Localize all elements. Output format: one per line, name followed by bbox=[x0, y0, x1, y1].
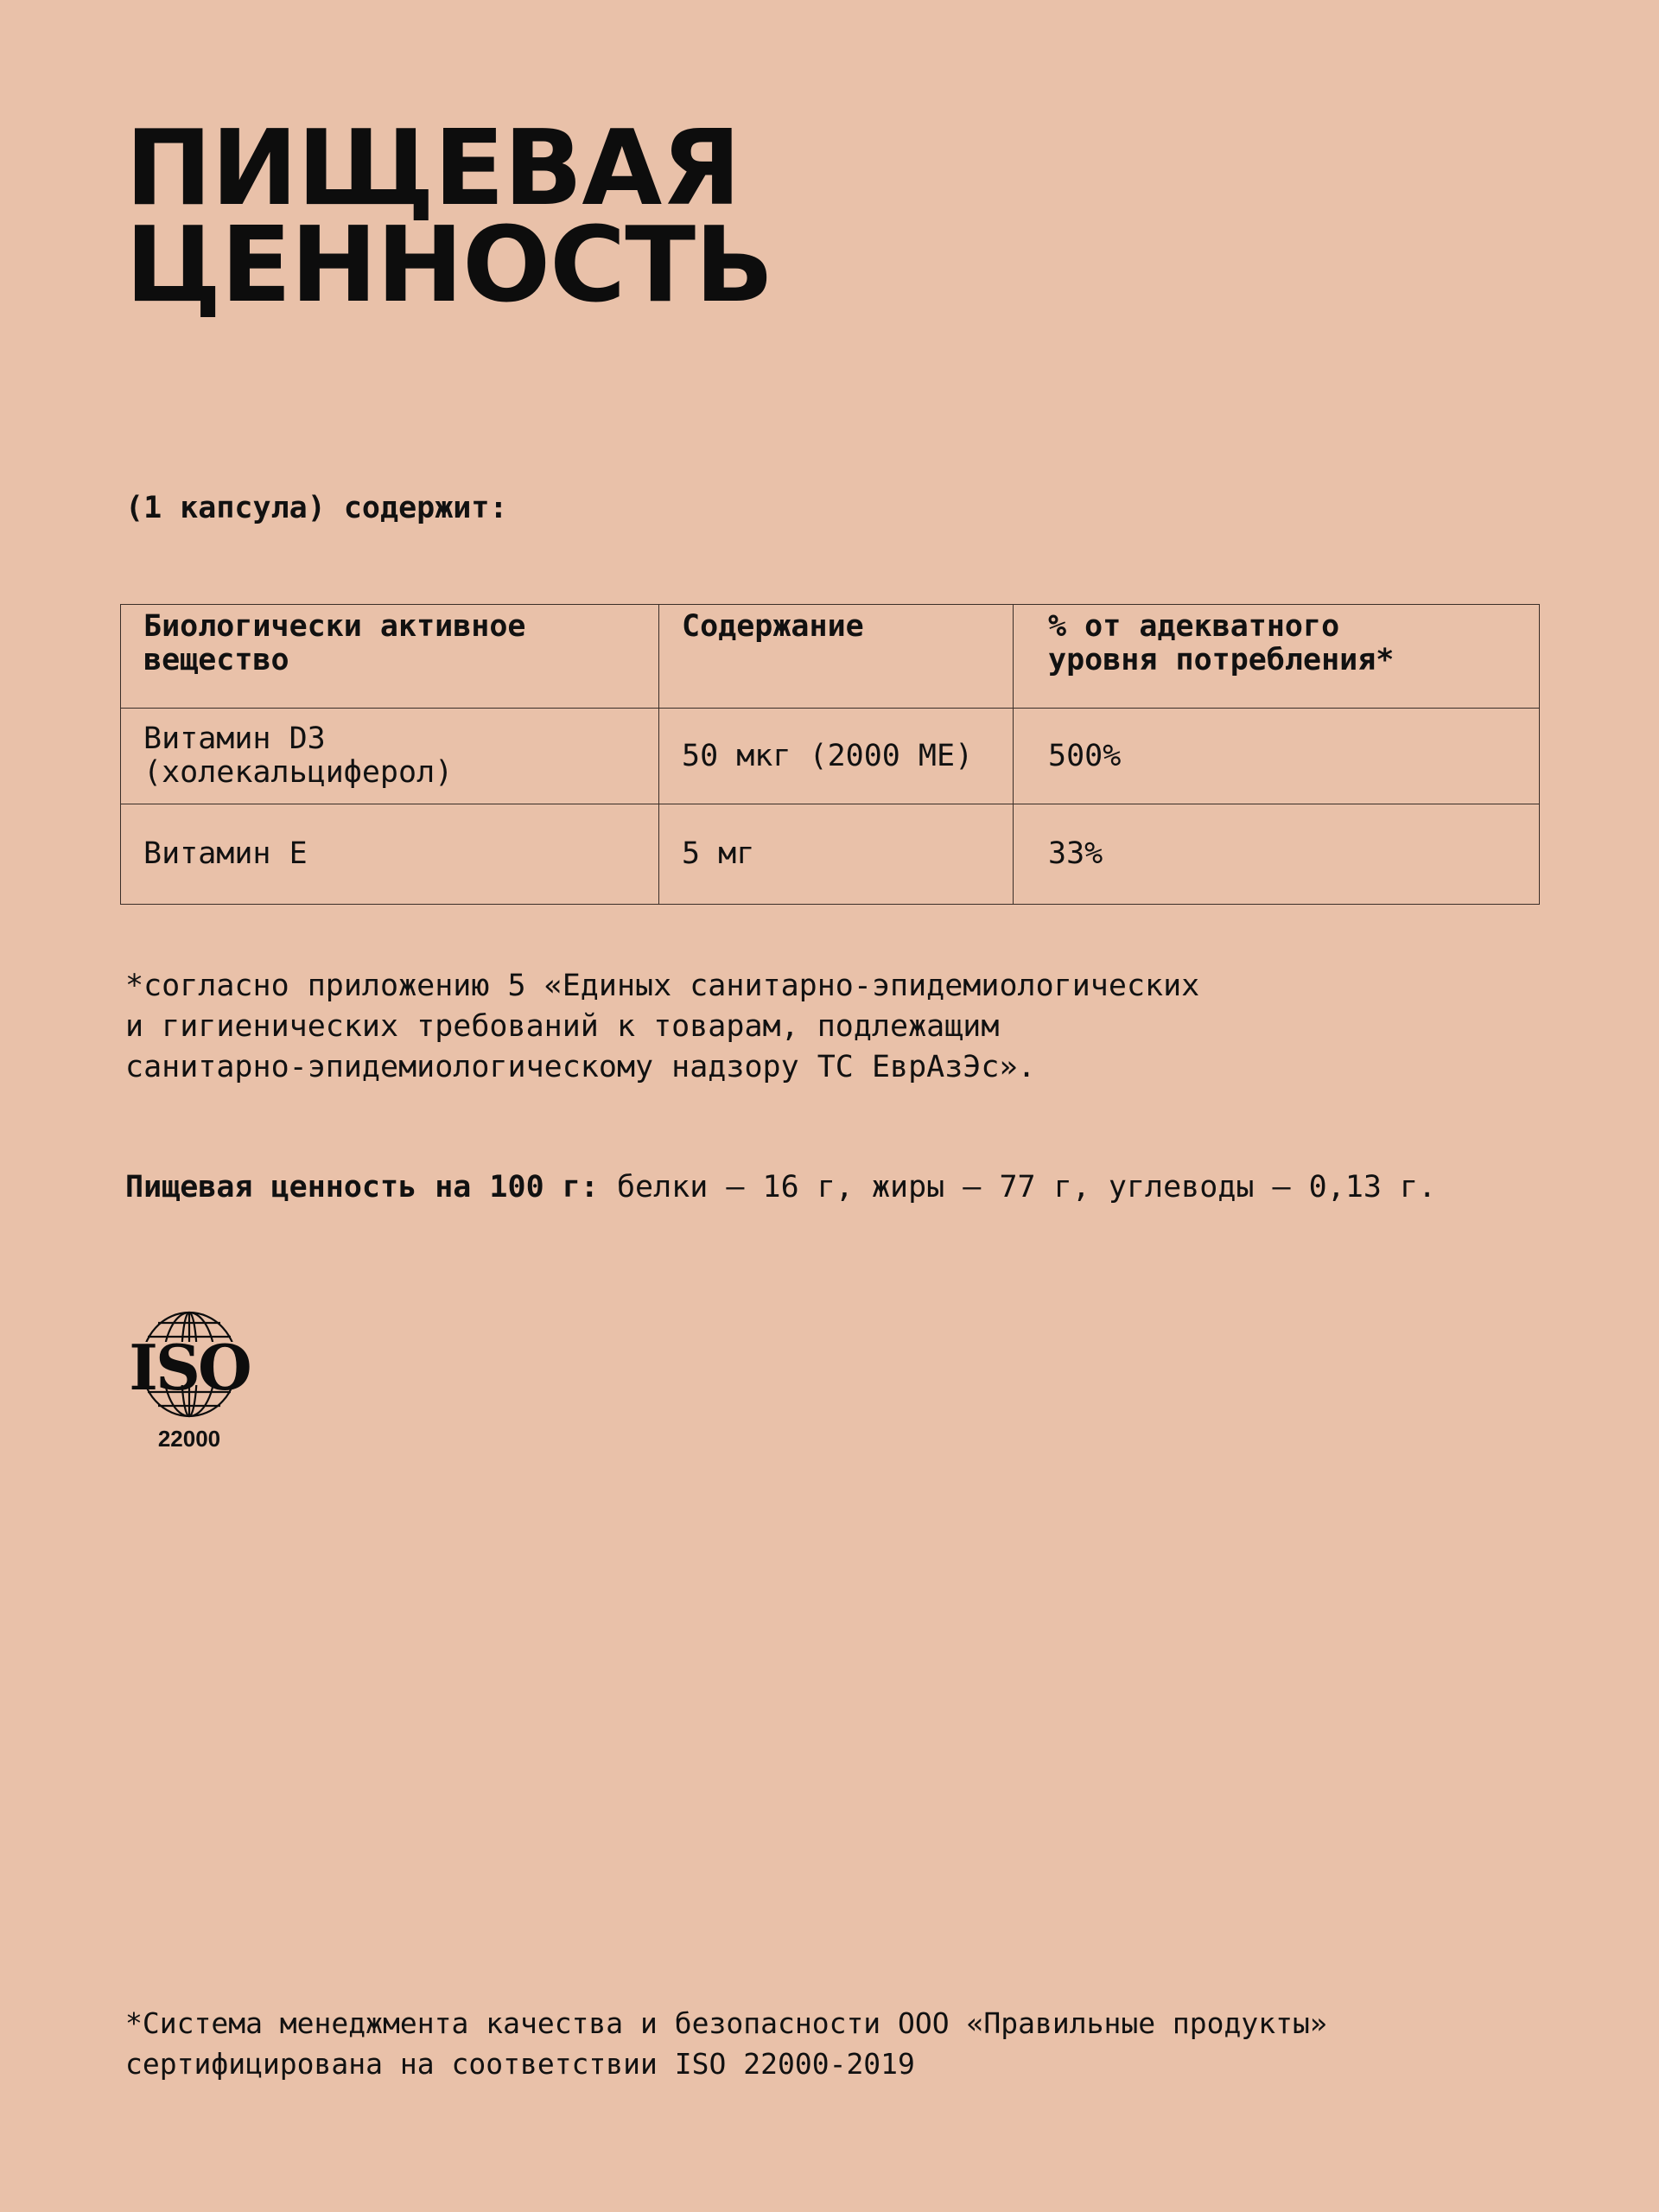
header-content bbox=[659, 605, 1014, 709]
page-title-line-1: ПИЩЕВАЯ bbox=[125, 109, 741, 229]
footnote-line-3: санитарно-эпидемиологическому надзору ТС ЕврАзЭс». bbox=[125, 1050, 1036, 1084]
regulation-footnote bbox=[125, 966, 1551, 1088]
cell-percent: 500% bbox=[1014, 709, 1540, 804]
cell-content: 5 мг bbox=[659, 804, 1014, 905]
cell-content: 50 мкг (2000 МЕ) bbox=[659, 709, 1014, 804]
iso-standard-number: 22000 bbox=[157, 1426, 221, 1452]
iso-logo bbox=[124, 1309, 255, 1458]
header-percent-line-1: % от адекватного bbox=[1048, 609, 1340, 644]
nutrition-values: белки – 16 г, жиры – 77 г, углеводы – 0,13 г. bbox=[598, 1170, 1437, 1205]
table-row bbox=[121, 709, 1540, 804]
nutrition-per-100g bbox=[125, 1168, 1436, 1206]
nutrition-label: Пищевая ценность на 100 г: bbox=[125, 1170, 599, 1205]
header-content-label: Содержание bbox=[682, 609, 864, 644]
iso-logo-text: ISO bbox=[129, 1331, 250, 1404]
header-substance-line-2: вещество bbox=[143, 643, 289, 677]
table-row bbox=[121, 804, 1540, 905]
nutrition-table bbox=[120, 604, 1540, 905]
header-percent-line-2: уровня потребления* bbox=[1048, 643, 1395, 677]
certification-note-line-1: *Система менеджмента качества и безопасности ООО «Правильные продукты» bbox=[125, 2006, 1327, 2040]
footnote-line-2: и гигиенических требований к товарам, подлежащим bbox=[125, 1009, 1000, 1044]
page-title-line-2: ЦЕННОСТЬ bbox=[125, 206, 773, 326]
cell-substance bbox=[121, 709, 659, 804]
table-header-row bbox=[121, 605, 1540, 709]
cell-percent: 33% bbox=[1014, 804, 1540, 905]
cell-substance-line-2: (холекальциферол) bbox=[143, 755, 454, 790]
certification-note bbox=[125, 2003, 1327, 2084]
cell-substance-line-1: Витамин D3 bbox=[143, 721, 326, 756]
certification-note-line-2: сертифицирована на соответствии ISO 22000-2019 bbox=[125, 2047, 915, 2081]
header-substance bbox=[121, 605, 659, 709]
cell-substance: Витамин Е bbox=[121, 804, 659, 905]
header-percent bbox=[1014, 605, 1540, 709]
header-substance-line-1: Биологически активное bbox=[143, 609, 526, 644]
serving-subtitle: (1 капсула) содержит: bbox=[125, 491, 508, 525]
page-title bbox=[125, 109, 773, 326]
footnote-line-1: *согласно приложению 5 «Единых санитарно-эпидемиологических bbox=[125, 969, 1200, 1003]
